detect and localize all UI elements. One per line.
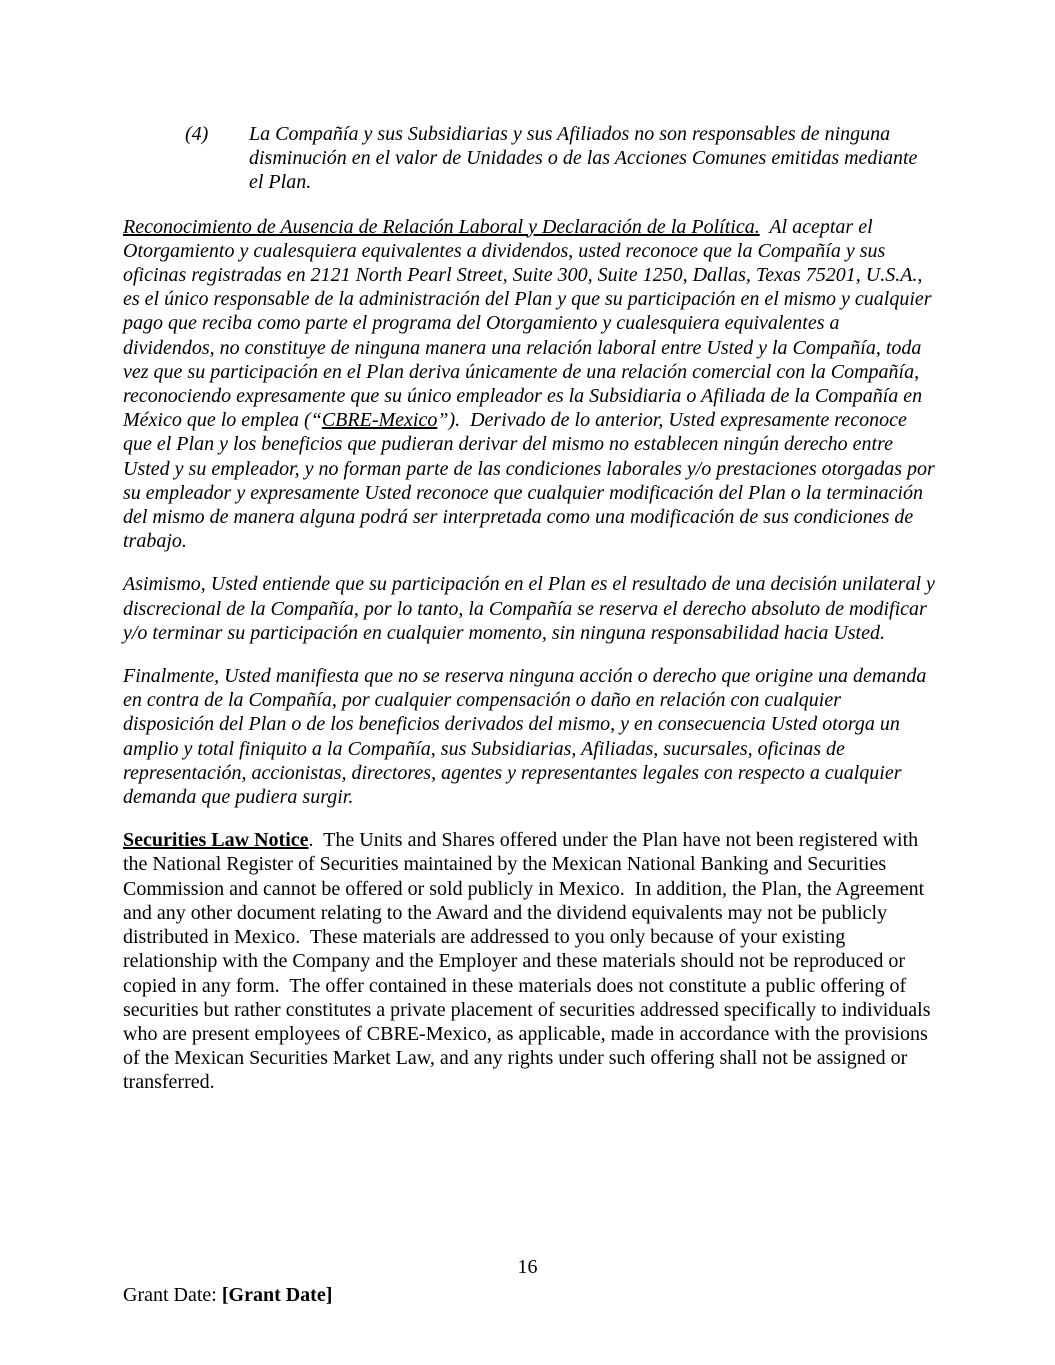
list-item-4-text: La Compañía y sus Subsidiarias y sus Afiliados no son responsables de ninguna disminución en el valor de Unidades o de las Acciones Comunes emitidas mediante el Plan.	[249, 123, 918, 194]
labor-paragraph-body-before-term: Al aceptar el Otorgamiento y cualesquiera equivalentes a dividendos, usted reconoce que la Compañía y sus oficinas registradas en 2121 North Pearl Street, Suite 300, Suite 1250, Dallas, Texas 75201, U.S.A., es el único responsable de la administración del Plan y que su participación en el mismo y cualquier pago que reciba como parte el programa del Otorgamiento y cualesquiera equivalentes a dividendos, no constituye de ninguna manera una relación laboral entre Usted y la Compañía, toda vez que su participación en el Plan deriva únicamente de una relación comercial con la Compañía, reconociendo expresamente que su único empleador es la Subsidiaria o Afiliada de la Compañía en México que lo emplea (“	[123, 215, 937, 432]
cbre-mexico-term: CBRE-Mexico	[321, 409, 438, 432]
labor-paragraph-heading: Reconocimiento de Ausencia de Relación Laboral y Declaración de la Política.	[123, 215, 760, 238]
list-item-4-marker: (4)	[185, 123, 209, 145]
securities-law-notice-body: . The Units and Shares offered under the Plan have not been registered with the National Register of Securities maintained by the Mexican National Banking and Securities Commission and cannot be offered or sold publicly in Mexico. In addition, the Plan, the Agreement and any other document relating to the Award and the dividend equivalents may not be publicly distributed in Mexico. These materials are addressed to you only because of your existing relationship with the Company and the Employer and these materials should not be reproduced or copied in any form. The offer contained in these materials does not constitute a public offering of securities but rather constitutes a private placement of securities addressed specifically to individuals who are present employees of CBRE-Mexico, as applicable, made in accordance with the provisions of the Mexican Securities Market Law, and any rights under such offering shall not be assigned or transferred.	[123, 829, 936, 1094]
grant-date-line	[123, 1283, 332, 1307]
securities-law-notice-paragraph	[123, 828, 935, 1094]
labor-acknowledgement-paragraph	[123, 215, 940, 554]
list-item-4	[185, 122, 935, 195]
labor-paragraph-body-after-term: ”). Derivado de lo anterior, Usted expresamente reconoce que el Plan y los beneficios que pudieran derivar del mismo no establecen ningún derecho entre Usted y su empleador, y no forman parte de las condiciones laborales y/o prestaciones otorgadas por su empleador y expresamente Usted reconoce que cualquier modificación del Plan o la terminación del mismo de manera alguna podrá ser interpretada como una modificación de sus condiciones de trabajo.	[123, 409, 940, 553]
grant-date-value: [Grant Date]	[221, 1284, 333, 1306]
asimismo-paragraph: Asimismo, Usted entiende que su participación en el Plan es el resultado de una decisión unilateral y discrecional de la Compañía, por lo tanto, la Compañía se reserva el derecho absoluto de modificar y/o terminar su participación en cualquier momento, sin ninguna responsabilidad hacia Usted.	[123, 573, 940, 644]
grant-date-label: Grant Date:	[123, 1284, 222, 1306]
page-number: 16	[517, 1256, 538, 1278]
securities-law-notice-heading: Securities Law Notice	[123, 829, 309, 852]
finalmente-paragraph: Finalmente, Usted manifiesta que no se reserva ninguna acción o derecho que origine una demanda en contra de la Compañía, por cualquier compensación o daño en relación con cualquier disposición del Plan o de los beneficios derivados del mismo, y en consecuencia Usted otorga un amplio y total finiquito a la Compañía, sus Subsidiarias, Afiliadas, sucursales, oficinas de representación, accionistas, directores, agentes y representantes legales con respecto a cualquier demanda que pudiera surgir.	[123, 665, 932, 809]
page-content	[123, 122, 940, 1114]
